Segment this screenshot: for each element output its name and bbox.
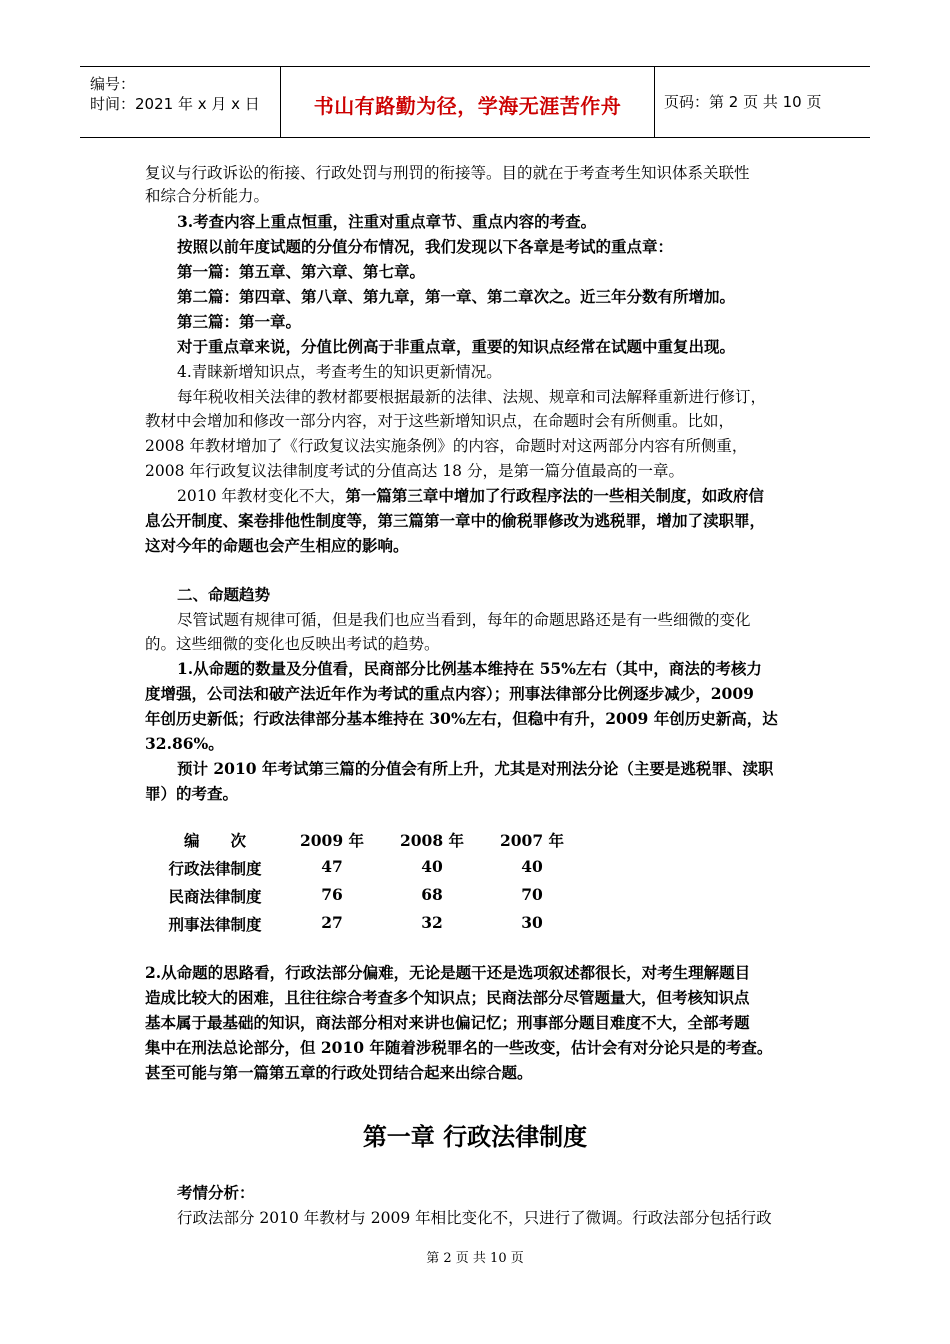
- analysis-label: 考情分析：: [177, 1183, 255, 1202]
- para-line: 行政法部分 2010 年教材与 2009 年相比变化不，只进行了微调。行政法部分包括行政: [177, 1209, 772, 1227]
- table-cell: 76: [321, 885, 343, 904]
- para-line: 罪）的考查。: [145, 784, 239, 803]
- point-4-heading: 4.青睐新增知识点，考查考生的知识更新情况。: [177, 363, 502, 381]
- para-line: 2.从命题的思路看，行政法部分偏难，无论是题干还是选项叙述都很长，对考生理解题目: [145, 963, 751, 982]
- para-line: 造成比较大的困难，且往往综合考查多个知识点；民商法部分尽管题量大，但考核知识点: [145, 988, 750, 1007]
- table-header-cell: 2009 年: [299, 831, 365, 850]
- table-cell: 68: [421, 885, 443, 904]
- part-2-list: 第二篇：第四章、第八章、第九章，第一章、第二章次之。近三年分数有所增加。: [177, 287, 736, 306]
- para-line: 复议与行政诉讼的衔接、行政处罚与刑罚的衔接等。目的就在于考查考生知识体系关联性: [145, 164, 750, 182]
- para-line: 年创历史新低；行政法律部分基本维持在 30%左右，但稳中有升，2009 年创历史新高，达: [145, 709, 778, 728]
- text-run: 2010 年教材变化不大，: [177, 487, 346, 505]
- para-line: 和综合分析能力。: [145, 187, 270, 205]
- table-cell: 40: [521, 857, 543, 876]
- section-heading: 二、命题趋势: [177, 585, 271, 604]
- para-line: 息公开制度、案卷排他性制度等，第三篇第一章中的偷税罪修改为逃税罪，增加了渎职罪，: [145, 511, 766, 530]
- table-cell: 刑事法律制度: [168, 915, 262, 934]
- para-line: 这对今年的命题也会产生相应的影响。: [145, 536, 409, 555]
- para-line: 2008 年行政复议法律制度考试的分值高达 18 分，是第一篇分值最高的一章。: [145, 462, 684, 480]
- header-motto-cell: [281, 67, 655, 137]
- para-line: 尽管试题有规律可循，但是我们也应当看到，每年的命题思路还是有一些细微的变化: [177, 611, 751, 629]
- para-line: 预计 2010 年考试第三篇的分值会有所上升，尤其是对刑法分论（主要是逃税罪、渎职: [177, 759, 774, 778]
- table-cell: 40: [421, 857, 443, 876]
- header-meta: [80, 67, 281, 137]
- para-line: 32.86%。: [145, 734, 224, 753]
- para-line: 2008 年教材增加了《行政复议法实施条例》的内容，命题时对这两部分内容有所侧重，: [145, 437, 748, 455]
- para-line: 1.从命题的数量及分值看，民商部分比例基本维持在 55%左右（其中，商法的考核力: [177, 659, 762, 678]
- header-page-info: 页码：第 2 页 共 10 页: [664, 93, 822, 111]
- table-header-cell: 编 次: [183, 831, 246, 850]
- para-line: 教材中会增加和修改一部分内容，对于这些新增知识点，在命题时会有所侧重。比如，: [145, 412, 735, 430]
- para-line: [177, 486, 764, 506]
- table-header-cell: 2008 年: [399, 831, 465, 850]
- table-cell: 行政法律制度: [168, 859, 262, 878]
- table-cell: 27: [321, 913, 343, 932]
- para-line: 每年税收相关法律的教材都要根据最新的法律、法规、规章和司法解释重新进行修订，: [177, 388, 767, 406]
- part-3-list: 第三篇：第一章。: [177, 312, 302, 331]
- para-line: 基本属于最基础的知识，商法部分相对来讲也偏记忆；刑事部分题目难度不大，全部考题: [145, 1013, 750, 1032]
- doc-number-label: 编号：: [90, 75, 136, 93]
- chapter-title: 第一章 行政法律制度: [362, 1123, 588, 1151]
- para-line: 甚至可能与第一篇第五章的行政处罚结合起来出综合题。: [145, 1063, 533, 1082]
- para-line: 集中在刑法总论部分，但 2010 年随着涉税罪名的一些改变，估计会有对分论只是的考查。: [145, 1038, 773, 1057]
- page-header: [80, 66, 870, 138]
- table-cell: 民商法律制度: [168, 887, 262, 906]
- para-line: 按照以前年度试题的分值分布情况，我们发现以下各章是考试的重点章：: [177, 237, 674, 256]
- table-cell: 47: [321, 857, 343, 876]
- text-run-bold: 第一篇第三章中增加了行政程序法的一些相关制度，如政府信: [345, 486, 764, 505]
- point-3-heading: 3.考查内容上重点恒重，注重对重点章节、重点内容的考查。: [177, 212, 597, 231]
- part-1-list: 第一篇：第五章、第六章、第七章。: [177, 262, 426, 281]
- table-cell: 32: [421, 913, 443, 932]
- table-header-cell: 2007 年: [499, 831, 565, 850]
- para-line: 对于重点章来说，分值比例高于非重点章，重要的知识点经常在试题中重复出现。: [177, 337, 736, 356]
- para-line: 度增强，公司法和破产法近年作为考试的重点内容）；刑事法律部分比例逐步减少，2009: [145, 684, 754, 703]
- para-line: 的。这些细微的变化也反映出考试的趋势。: [145, 635, 440, 653]
- doc-date: 时间：2021 年 x 月 x 日: [90, 95, 260, 113]
- table-cell: 30: [521, 913, 543, 932]
- page-footer: 第 2 页 共 10 页: [426, 1251, 524, 1266]
- table-cell: 70: [521, 885, 543, 904]
- header-motto: 书山有路勤为径，学海无涯苦作舟: [313, 94, 622, 118]
